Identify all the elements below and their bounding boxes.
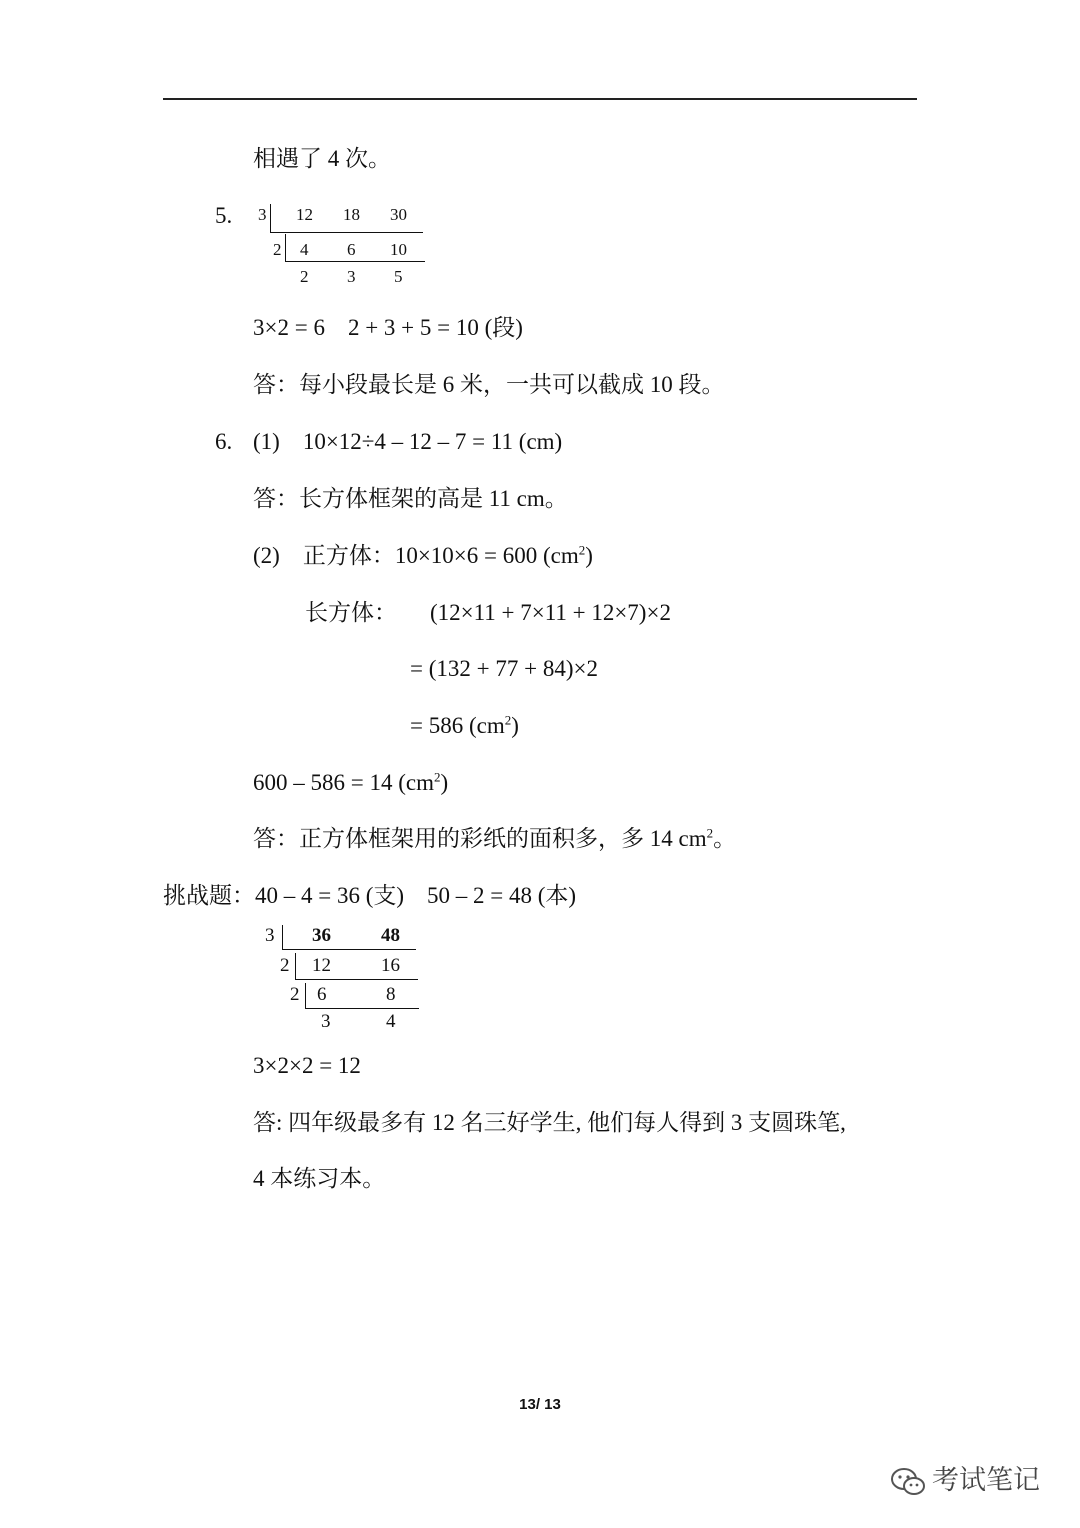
quotient-cell: 3 [347,267,356,286]
division-bar [285,261,425,262]
divisor: 2 [280,955,290,976]
division-cell: 10 [390,240,407,259]
divisor: 3 [258,205,267,224]
division-cell: 6 [317,984,327,1005]
paren: ) [511,713,519,738]
division-bar [295,953,296,979]
line-meet-count: 相遇了 4 次。 [253,146,391,171]
division-bar [305,983,306,1008]
division-cell: 8 [386,984,396,1005]
answer-q6-1: 答：长方体框架的高是 11 cm。 [253,486,568,511]
rect-step-2 [410,711,519,741]
cube-expression: (2) 正方体：10×10×6 = 600 (cm [253,543,579,568]
division-bar [282,925,283,949]
quotient-cell: 4 [386,1011,396,1032]
quotient-cell: 2 [300,267,309,286]
calc-q5: 3×2 = 6 2 + 3 + 5 = 10 (段) [253,315,523,340]
divisor: 2 [273,240,282,259]
quotient-cell: 5 [394,267,403,286]
quotient-cell: 3 [321,1011,331,1032]
paren: ) [585,543,593,568]
answer-text: 答：正方体框架用的彩纸的面积多，多 14 cm [253,826,707,851]
wechat-icon [890,1467,926,1497]
division-cell: 6 [347,240,356,259]
calc-q6-2-cube [253,541,593,571]
division-cell: 4 [300,240,309,259]
calc-challenge: 3×2×2 = 12 [253,1053,361,1078]
division-bar [305,1008,419,1009]
header-rule [163,98,917,100]
period: 。 [713,826,737,851]
rect-label: 长方体： [305,600,397,625]
division-cell: 48 [381,925,400,946]
divisor: 3 [265,925,275,946]
answer-q5: 答：每小段最长是 6 米，一共可以截成 10 段。 [253,372,725,397]
superscript: 2 [504,712,512,728]
rect-result: = 586 (cm [410,713,505,738]
division-cell: 18 [343,205,360,224]
division-cell: 16 [381,955,400,976]
rect-step-1: = (132 + 77 + 84)×2 [410,656,598,681]
superscript: 2 [433,769,441,785]
divisor: 2 [290,984,300,1005]
superscript: 2 [578,542,586,558]
division-bar [282,949,416,950]
watermark [890,1458,1040,1497]
division-bar [270,204,271,232]
question-6-number: 6. [215,429,233,454]
answer-challenge-2: 4 本练习本。 [253,1166,386,1191]
difference-calc [253,768,448,798]
paren: ) [440,770,449,795]
challenge-question: 挑战题：40 – 4 = 36 (支) 50 – 2 = 48 (本) [163,883,577,908]
division-cell: 36 [312,925,331,946]
superscript: 2 [706,825,714,841]
answer-q6-2 [253,824,736,854]
division-bar [270,232,423,233]
page-number: 13/ 13 [519,1396,561,1413]
division-bar [285,234,286,262]
difference-expression: 600 – 586 = 14 (cm [253,770,434,795]
division-cell: 30 [390,205,407,224]
question-5-number: 5. [215,203,233,228]
division-cell: 12 [312,955,331,976]
division-bar [295,979,418,980]
watermark-text: 考试笔记 [932,1465,1040,1496]
division-cell: 12 [296,205,313,224]
calc-q6-1: (1) 10×12÷4 – 12 – 7 = 11 (cm) [253,429,563,454]
answer-challenge-1: 答: 四年级最多有 12 名三好学生, 他们每人得到 3 支圆珠笔, [253,1110,846,1135]
rect-expression: (12×11 + 7×11 + 12×7)×2 [430,600,671,625]
